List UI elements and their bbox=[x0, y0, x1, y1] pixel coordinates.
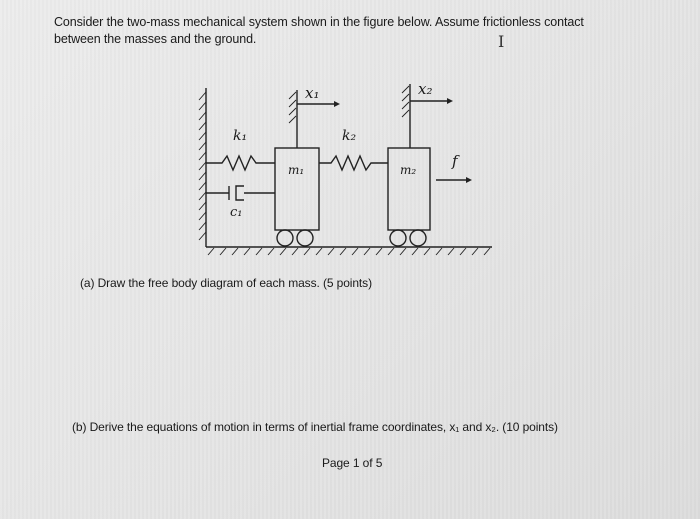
question-part-b: (b) Derive the equations of motion in terms of inertial frame coordinates, x₁ and x₂. (10 points) bbox=[72, 420, 558, 434]
page-number: Page 1 of 5 bbox=[322, 456, 383, 470]
left-wall-hatch bbox=[199, 92, 206, 240]
label-f: f bbox=[452, 152, 458, 170]
spring-k1 bbox=[206, 156, 275, 170]
label-m2: m₂ bbox=[400, 163, 417, 177]
mass-1-block bbox=[275, 148, 319, 230]
label-x2: x₂ bbox=[418, 80, 433, 98]
force-f-arrowhead bbox=[466, 177, 472, 183]
mass-2-wheel-left bbox=[390, 230, 406, 246]
label-m1: m₁ bbox=[288, 163, 305, 177]
label-k2: k₂ bbox=[342, 128, 357, 144]
x1-arrowhead bbox=[334, 101, 340, 107]
label-c1: c₁ bbox=[230, 205, 243, 220]
problem-statement-line-2: between the masses and the ground. bbox=[54, 32, 257, 46]
mass-2-wheel-right bbox=[410, 230, 426, 246]
ground-hatch bbox=[208, 248, 490, 255]
x2-arrowhead bbox=[447, 98, 453, 104]
spring-k2 bbox=[319, 156, 388, 170]
mass-1-wheel-left bbox=[277, 230, 293, 246]
text-cursor-icon: I bbox=[498, 32, 505, 51]
label-k1: k₁ bbox=[233, 128, 248, 144]
x2-reference-hatch bbox=[402, 86, 409, 117]
label-x1: x₁ bbox=[305, 84, 320, 102]
problem-statement-line-1: Consider the two-mass mechanical system shown in the figure below. Assume frictionless contact bbox=[54, 15, 584, 29]
x1-reference-hatch bbox=[289, 92, 296, 123]
mass-1-wheel-right bbox=[297, 230, 313, 246]
damper-c1 bbox=[206, 186, 275, 200]
mass-2-block bbox=[388, 148, 430, 230]
question-part-a: (a) Draw the free body diagram of each mass. (5 points) bbox=[80, 276, 372, 290]
